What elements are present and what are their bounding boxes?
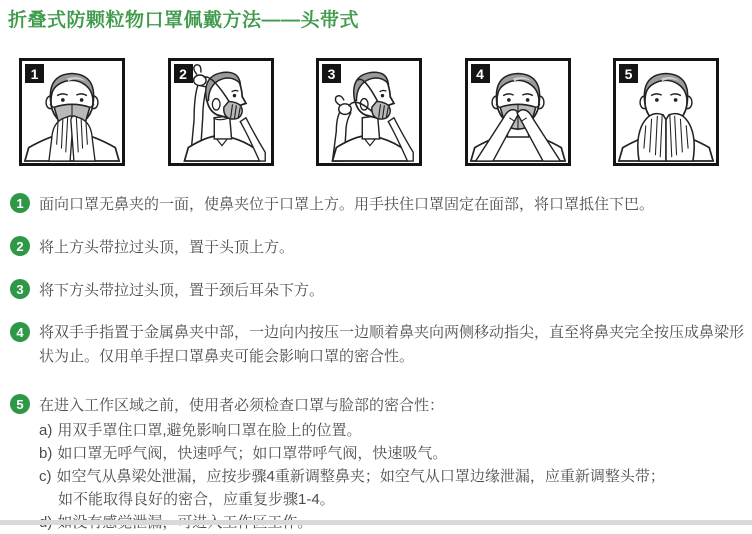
step-4 [10, 321, 746, 369]
figure-row [19, 58, 719, 166]
figure-3-number-badge: 3 [322, 64, 341, 83]
step-5-sub-item-a [39, 419, 746, 442]
step-4-number-badge: 4 [10, 322, 30, 342]
step-5-sub-list [39, 419, 746, 534]
sub-item-a-text: 用双手罩住口罩,避免影响口罩在脸上的位置。 [57, 422, 362, 439]
bottom-edge-divider [0, 520, 752, 525]
step-2-number-badge: 2 [10, 236, 30, 256]
step-5-sub-item-b [39, 442, 746, 465]
figure-4-number-badge: 4 [471, 64, 490, 83]
step-2-text: 将上方头带拉过头顶，置于头顶上方。 [39, 239, 295, 256]
figure-step-1 [19, 58, 125, 166]
step-1-number-badge: 1 [10, 193, 30, 213]
step-1 [10, 192, 746, 216]
step-5-sub-item-c-continued [39, 488, 746, 511]
step-5-text: 在进入工作区域之前，使用者必须检查口罩与脸部的密合性： [39, 397, 445, 414]
sub-item-c-continued-text: 如不能取得良好的密合，应重复步骤1-4。 [58, 491, 335, 508]
sub-item-c-prefix: c) [39, 468, 52, 485]
sub-item-a-prefix: a) [39, 422, 53, 439]
figure-step-4 [465, 58, 571, 166]
step-4-text: 将双手手指置于金属鼻夹中部，一边向内按压一边顺着鼻夹向两侧移动指尖，直至将鼻夹完全按压成鼻梁形状为止。仅用单手捏口罩鼻夹可能会影响口罩的密合性。 [39, 324, 745, 365]
instruction-list [10, 192, 746, 534]
step-3-text: 将下方头带拉过头顶，置于颈后耳朵下方。 [39, 282, 325, 299]
sub-item-b-text: 如口罩无呼气阀，快速呼气；如口罩带呼气阀，快速吸气。 [57, 445, 448, 462]
step-5 [10, 393, 746, 417]
step-5-number-badge: 5 [10, 394, 30, 414]
step-5-sub-item-c [39, 465, 746, 488]
figure-1-number-badge: 1 [25, 64, 44, 83]
step-3 [10, 278, 746, 302]
figure-step-5 [613, 58, 719, 166]
figure-5-number-badge: 5 [619, 64, 638, 83]
figure-step-2 [168, 58, 274, 166]
sub-item-b-prefix: b) [39, 445, 53, 462]
page-title: 折叠式防颗粒物口罩佩戴方法——头带式 [8, 10, 360, 31]
step-1-text: 面向口罩无鼻夹的一面，使鼻夹位于口罩上方。用手扶住口罩固定在面部，将口罩抵住下巴。 [39, 196, 655, 213]
figure-2-number-badge: 2 [174, 64, 193, 83]
step-3-number-badge: 3 [10, 279, 30, 299]
step-2 [10, 235, 746, 259]
sub-item-c-text: 如空气从鼻梁处泄漏，应按步骤4重新调整鼻夹；如空气从口罩边缘泄漏，应重新调整头带； [56, 468, 665, 485]
figure-step-3 [316, 58, 422, 166]
